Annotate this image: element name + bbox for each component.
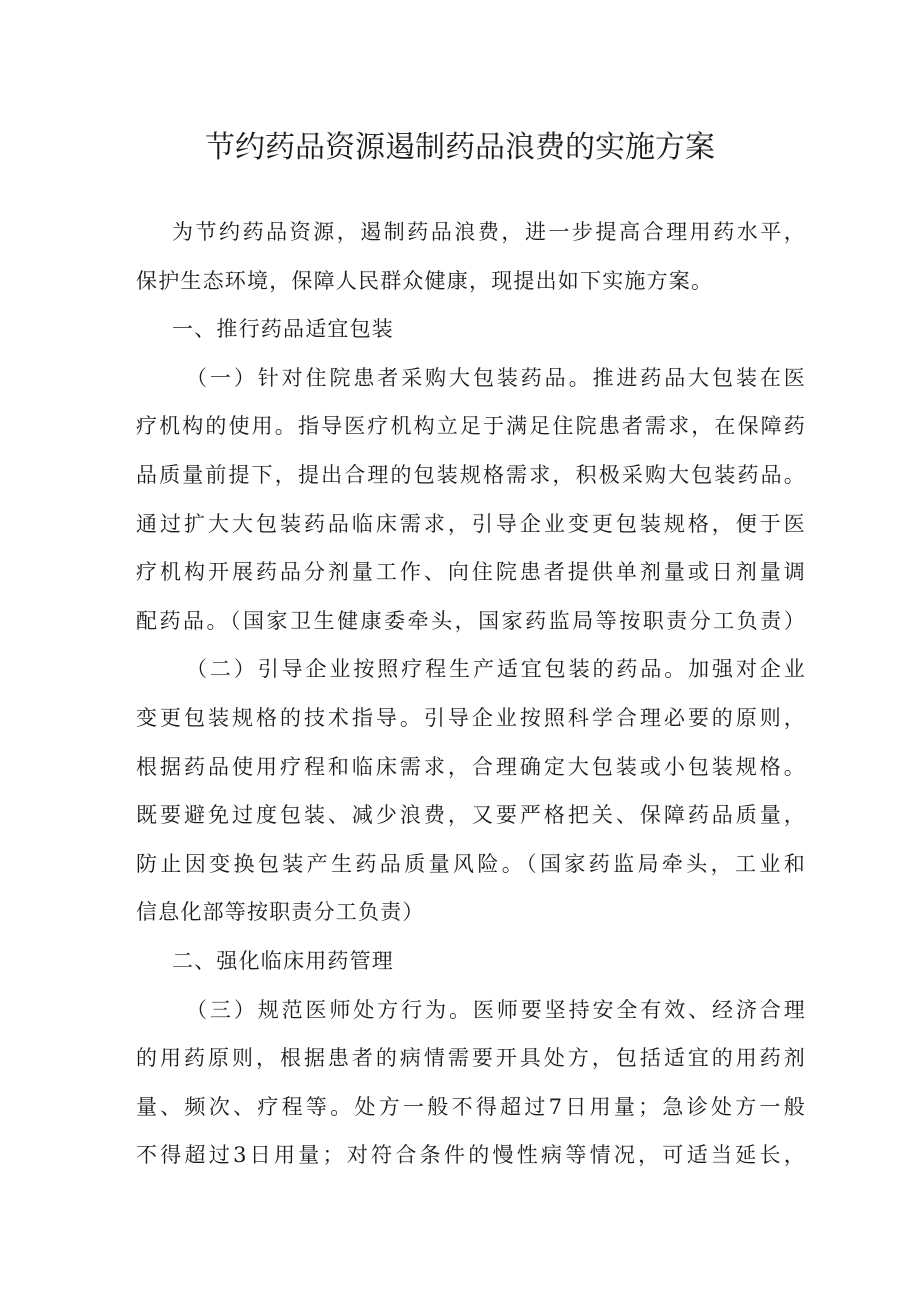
paragraph-line: 防止因变换包装产生药品质量风险。（国家药监局牵头，工业和 <box>136 851 806 876</box>
paragraph-line: 品质量前提下，提出合理的包装规格需求，积极采购大包装药品。 <box>136 462 806 487</box>
paragraph-line: （一）针对住院患者采购大包装药品。推进药品大包装在医 <box>186 365 806 390</box>
paragraph-line: 通过扩大大包装药品临床需求，引导企业变更包装规格，便于医 <box>136 511 806 536</box>
paragraph-line: 配药品。（国家卫生健康委牵头，国家药监局等按职责分工负责） <box>136 608 806 633</box>
paragraph-line: 保护生态环境，保障人民群众健康，现提出如下实施方案。 <box>136 268 714 293</box>
paragraph-line: 不得超过3日用量；对符合条件的慢性病等情况，可适当延长， <box>136 1143 806 1168</box>
section-heading: 一、推行药品适宜包装 <box>172 317 394 342</box>
paragraph-line: 既要避免过度包装、减少浪费，又要严格把关、保障药品质量， <box>136 803 806 828</box>
paragraph-line: 量、频次、疗程等。处方一般不得超过7日用量；急诊处方一般 <box>136 1094 806 1119</box>
document-body <box>136 208 806 1180</box>
paragraph-line: 根据药品使用疗程和临床需求，合理确定大包装或小包装规格。 <box>136 754 806 779</box>
section-heading: 二、强化临床用药管理 <box>172 948 394 973</box>
paragraph-line: 疗机构的使用。指导医疗机构立足于满足住院患者需求，在保障药 <box>136 414 806 439</box>
paragraph-line: 信息化部等按职责分工负责） <box>136 900 425 925</box>
paragraph-line: 为节约药品资源，遏制药品浪费，进一步提高合理用药水平， <box>172 220 806 244</box>
paragraph-line: 疗机构开展药品分剂量工作、向住院患者提供单剂量或日剂量调 <box>136 560 806 585</box>
paragraph-line: （三）规范医师处方行为。医师要坚持安全有效、经济合理 <box>186 997 806 1022</box>
paragraph-line: （二）引导企业按照疗程生产适宜包装的药品。加强对企业 <box>186 657 806 682</box>
paragraph-line: 的用药原则，根据患者的病情需要开具处方，包括适宜的用药剂 <box>136 1046 806 1071</box>
paragraph-line: 变更包装规格的技术指导。引导企业按照科学合理必要的原则， <box>136 705 806 730</box>
document-title: 节约药品资源遏制药品浪费的实施方案 <box>205 130 715 165</box>
